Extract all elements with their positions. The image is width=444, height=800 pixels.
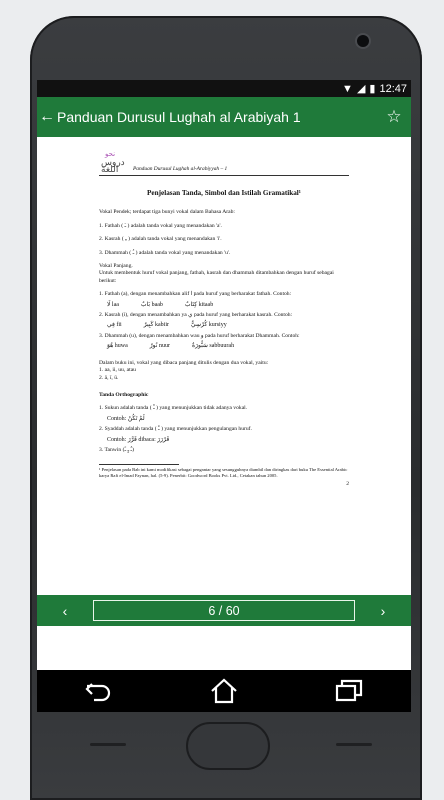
prev-page-button[interactable]: ‹ xyxy=(62,602,68,619)
vokal-panjang-heading: Vokal Panjang. xyxy=(99,263,133,270)
example: هُوَ huwa xyxy=(107,343,128,350)
status-bar xyxy=(37,80,411,97)
sukun-example xyxy=(107,416,349,423)
system-nav-bar xyxy=(37,670,411,712)
tanwin-line: 3. Tanwin (ـٌ ـٍ ـً) xyxy=(99,446,135,453)
page-header xyxy=(99,151,349,176)
hardware-back-key[interactable] xyxy=(90,743,126,746)
document-viewer[interactable] xyxy=(37,137,411,595)
signal-icon: ◢ xyxy=(356,83,366,95)
page-counter[interactable]: 6 / 60 xyxy=(93,600,355,621)
buku-line: Dalam buku ini, vokal yang dibaca panjang ditulis dengan dua vokal, yaitu: xyxy=(99,359,269,366)
front-camera xyxy=(357,35,369,47)
syaddah-example xyxy=(107,437,349,444)
status-time: 12:47 xyxy=(379,82,407,95)
vokal-pendek-intro: Vokal Pendek; terdapat tiga bunyi vokal dalam Bahasa Arab: xyxy=(99,209,235,216)
next-page-preview xyxy=(37,636,411,670)
kasrah-line: 2. Kasrah (i), dengan menambahkan ya ي pada huruf yang berharakat kasrah. Contoh: xyxy=(99,312,293,319)
footnote-divider xyxy=(99,464,179,465)
buku-item: 2. ā, ī, ū. xyxy=(99,374,119,381)
document-page xyxy=(99,151,349,489)
dhammah-examples xyxy=(107,343,349,350)
example: Contoh: لَمْ تَكُنْ xyxy=(107,415,145,422)
home-nav-icon[interactable] xyxy=(209,678,239,704)
buku-item: 1. aa, ii, uu, atau xyxy=(99,367,136,374)
next-page-button[interactable]: › xyxy=(380,602,386,619)
hardware-menu-key[interactable] xyxy=(336,743,372,746)
example: بَابٌ baab xyxy=(140,301,163,308)
app-bar xyxy=(37,97,411,137)
vokal-pendek-item: 1. Fathah ( ـَ ) adalah tanda vokal yang menandakan 'a'. xyxy=(99,222,222,229)
sukun-line: 1. Sukun adalah tanda ( ـْ ) yang menunjukkan tidak adanya vokal. xyxy=(99,405,248,412)
example: لَا laa xyxy=(107,301,119,308)
example: نُورٌ nuur xyxy=(149,343,170,350)
bookmark-star-icon[interactable]: ☆ xyxy=(386,107,402,126)
example: كِتَابٌ kitaab xyxy=(184,301,214,308)
vokal-pendek-item: 3. Dhammah ( ـُ ) adalah tanda vokal yang menandakan 'u'. xyxy=(99,249,231,256)
fathah-examples xyxy=(107,302,349,309)
wifi-icon: ▼ xyxy=(342,82,353,95)
logo-arabic: دروس اللغة xyxy=(101,157,125,175)
header-text: Panduan Durusul Lughah al-Arabiyyah – 1 xyxy=(133,165,228,172)
fathah-line: 1. Fathah (a), dengan menambahkan alif ا pada huruf yang berharakat fathah. Contoh: xyxy=(99,291,292,298)
syaddah-line: 2. Syaddah adalah tanda ( ـّ ) yang menunjukkan pengulangan huruf. xyxy=(99,426,252,433)
vokal-pendek-item: 2. Kasrah ( ـِ ) adalah tanda vokal yang menandakan 'i'. xyxy=(99,236,222,243)
back-arrow-icon[interactable]: ← xyxy=(39,108,55,125)
pager-bar xyxy=(37,595,411,626)
example: فِي fii xyxy=(107,322,122,329)
page-number: 2 xyxy=(346,481,349,488)
back-nav-icon[interactable] xyxy=(84,679,114,703)
book-logo xyxy=(99,151,129,173)
battery-icon: ▮ xyxy=(369,83,376,95)
hardware-home-button[interactable] xyxy=(186,722,270,770)
example: كَبِيرٌ kabiir xyxy=(143,322,170,329)
footnote: ¹ Penjelasan pada Bab ini kami modifikasi sebagai pengantar yang sesungguhnya diambil dan diringkas dari buku The Essential Arabic karya Rafi el-Imad Faynan, hal. (5-9). Penerbit: Goodword Books Pvt. Ltd., Cetakan tahun 2005. xyxy=(99,467,348,479)
section-subtitle: Tanda Orthographic xyxy=(99,391,149,398)
app-title: Panduan Durusul Lughah al Arabiyah 1 xyxy=(57,109,301,125)
screen xyxy=(37,80,411,670)
logo-tag: نحو xyxy=(105,150,116,158)
vokal-panjang-text: Untuk membentuk huruf vokal panjang, fathah, kasrah dan dhammah ditambahkan dengan huruf sebagai berikut: xyxy=(99,270,334,284)
document-title: Penjelasan Tanda, Simbol dan Istilah Gramatikal¹ xyxy=(147,189,301,197)
recents-nav-icon[interactable] xyxy=(334,678,364,704)
example: Contoh: قَرَّرَ dibaca: قَرْرَرَ xyxy=(107,436,170,443)
kasrah-examples xyxy=(107,322,349,329)
example: كُرْسِيٌّ kursiyy xyxy=(191,322,227,329)
example: سَبُّورَةٌ sabbuurah xyxy=(191,343,235,350)
dhammah-line: 3. Dhammah (u), dengan menambahkan wau و pada huruf berharakat Dhammah. Contoh: xyxy=(99,332,300,339)
